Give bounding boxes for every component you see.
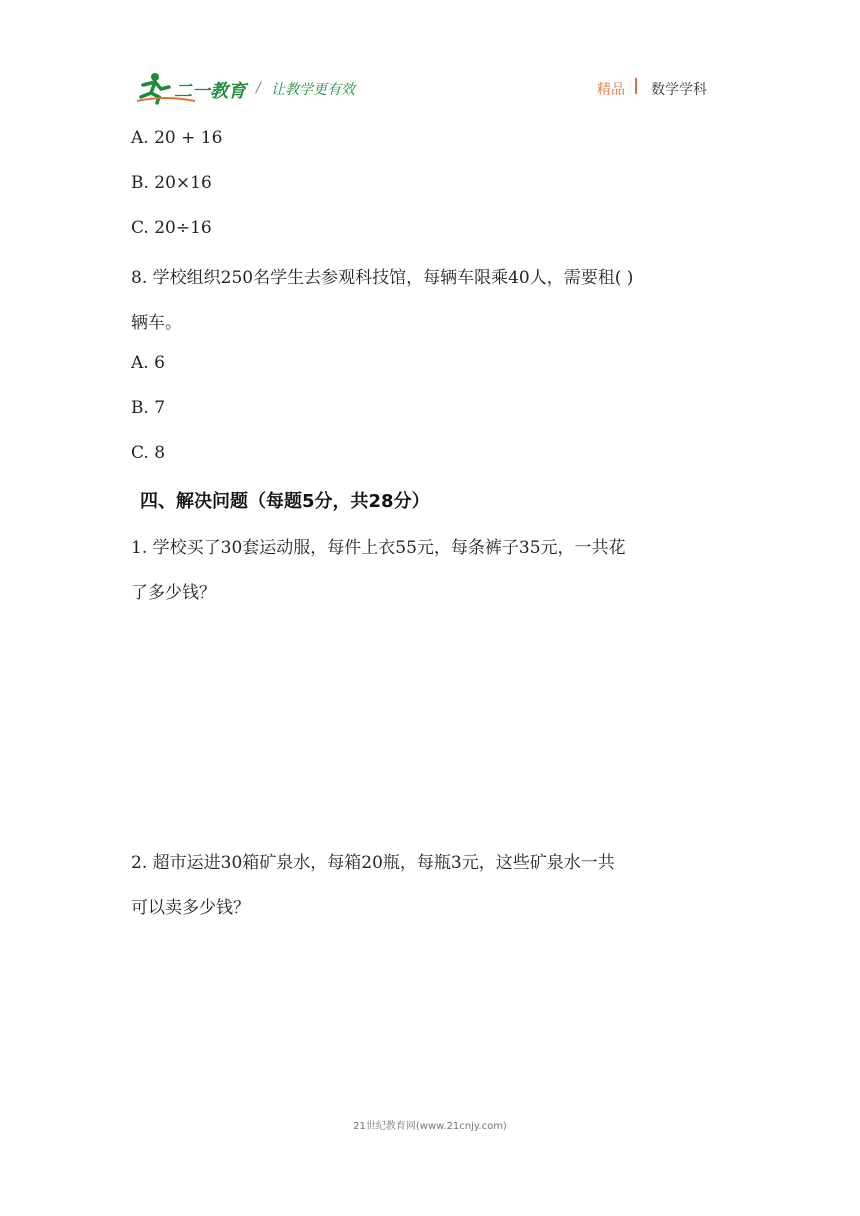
problem-2-line2: 可以卖多少钱？ [131,898,250,918]
question-8-option-c: C. 8 [131,443,166,463]
question-8-option-a: A. 6 [131,353,165,373]
page-header [0,0,860,110]
badge-divider [635,78,637,94]
option-a: A. 20 + 16 [131,128,223,148]
slogan-separator: / [256,80,261,96]
subject-label: 数学学科 [651,82,707,98]
slogan: 让教学更有效 [271,82,355,98]
section-title: 四、解决问题（每题5分，共28分） [140,491,430,512]
question-8-option-b: B. 7 [131,398,166,418]
question-8-text-line1: 8. 学校组织250名学生去参观科技馆，每辆车限乘40人，需要租( ) [131,268,634,288]
quality-badge: 精品 [597,82,625,98]
problem-2-line1: 2. 超市运进30箱矿泉水，每箱20瓶，每瓶3元，这些矿泉水一共 [131,853,615,873]
problem-1-line1: 1. 学校买了30套运动服，每件上衣55元，每条裤子35元，一共花 [131,538,626,558]
option-b: B. 20×16 [131,173,212,193]
problem-1-line2: 了多少钱？ [131,583,216,603]
logo-text: 二一教育 [174,81,246,102]
question-8-text-line2: 辆车。 [131,313,182,333]
option-c: C. 20÷16 [131,218,212,238]
page-footer: 21世纪教育网(www.21cnjy.com) [353,1121,507,1132]
